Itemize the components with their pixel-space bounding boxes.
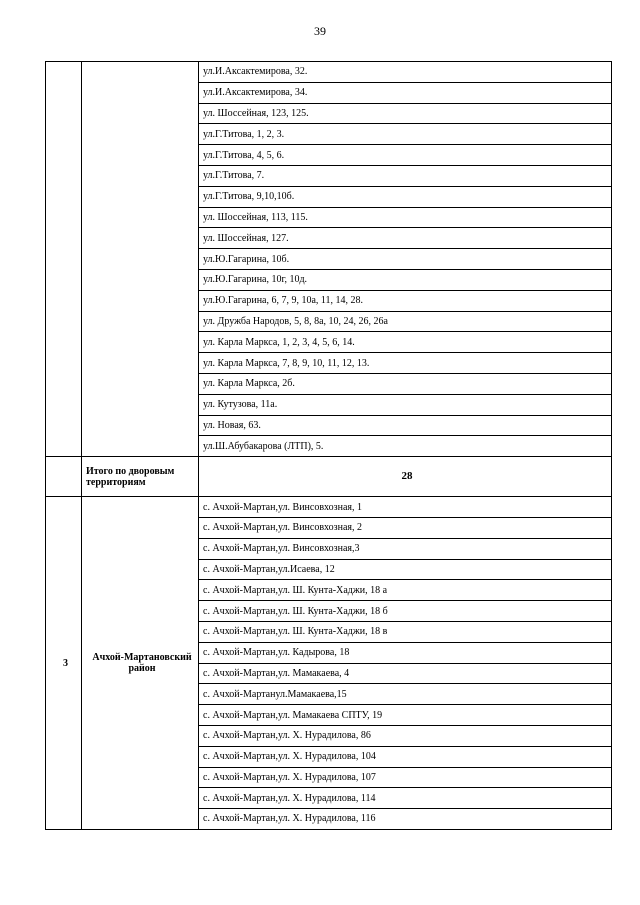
page-number: 39: [314, 24, 326, 38]
address-cell: ул. Карла Маркса, 1, 2, 3, 4, 5, 6, 14.: [199, 332, 612, 353]
district-3-rows: [46, 497, 612, 830]
total-row: [46, 457, 612, 497]
address-cell: ул.Ш.Абубакарова (ЛТП), 5.: [199, 436, 612, 457]
address-cell: с. Ачхой-Мартан,ул. Винсовхозная, 1: [199, 497, 612, 518]
address-cell: ул. Шоссейная, 123, 125.: [199, 103, 612, 124]
address-cell: ул. Шоссейная, 127.: [199, 228, 612, 249]
address-cell: ул. Кутузова, 11а.: [199, 394, 612, 415]
address-cell: с. Ачхой-Мартан,ул. Х. Нурадилова, 116: [199, 809, 612, 830]
address-cell: ул.И.Аксактемирова, 32.: [199, 62, 612, 83]
address-cell: с. Ачхой-Мартан,ул. Кадырова, 18: [199, 642, 612, 663]
address-cell: ул.Г.Титова, 4, 5, 6.: [199, 145, 612, 166]
district-number: 3: [46, 497, 82, 830]
district-name: Ачхой-Мартановский район: [82, 497, 199, 830]
address-cell: ул.Г.Титова, 7.: [199, 165, 612, 186]
address-cell: с. Ачхой-Мартан,ул. Ш. Кунта-Хаджи, 18 б: [199, 601, 612, 622]
total-number-cell: [46, 457, 82, 497]
address-cell: ул. Шоссейная, 113, 115.: [199, 207, 612, 228]
address-cell: ул. Дружба Народов, 5, 8, 8а, 10, 24, 26, 26а: [199, 311, 612, 332]
address-cell: ул.Ю.Гагарина, 6, 7, 9, 10а, 11, 14, 28.: [199, 290, 612, 311]
number-cell: [46, 62, 82, 457]
address-cell: с. Ачхой-Мартан,ул. Мамакаева, 4: [199, 663, 612, 684]
total-label: Итого по дворовым территориям: [82, 457, 199, 497]
address-cell: с. Ачхой-Мартан,ул. Х. Нурадилова, 114: [199, 788, 612, 809]
address-cell: ул.Ю.Гагарина, 10г, 10д.: [199, 269, 612, 290]
address-cell: ул. Карла Маркса, 7, 8, 9, 10, 11, 12, 13.: [199, 353, 612, 374]
addresses-table: [45, 61, 612, 830]
total-rows: [46, 457, 612, 497]
address-cell: ул.И.Аксактемирова, 34.: [199, 82, 612, 103]
table-row: [46, 62, 612, 83]
address-cell: с. Ачхой-Мартан,ул. Мамакаева СПТУ, 19: [199, 705, 612, 726]
district-cell: [82, 62, 199, 457]
address-cell: с. Ачхой-Мартан,ул. Винсовхозная, 2: [199, 517, 612, 538]
address-cell: ул.Ю.Гагарина, 10б.: [199, 249, 612, 270]
address-cell: с. Ачхой-Мартан,ул. Х. Нурадилова, 86: [199, 725, 612, 746]
address-cell: ул.Г.Титова, 9,10,10б.: [199, 186, 612, 207]
address-cell: с. Ачхой-Мартан,ул. Х. Нурадилова, 107: [199, 767, 612, 788]
address-cell: ул. Новая, 63.: [199, 415, 612, 436]
address-cell: ул. Карла Маркса, 2б.: [199, 373, 612, 394]
address-cell: ул.Г.Титова, 1, 2, 3.: [199, 124, 612, 145]
address-cell: с. Ачхой-Мартан,ул. Ш. Кунта-Хаджи, 18 в: [199, 621, 612, 642]
previous-district-rows: [46, 62, 612, 457]
address-cell: с. Ачхой-Мартанул.Мамакаева,15: [199, 684, 612, 705]
total-value: 28: [199, 457, 612, 497]
address-cell: с. Ачхой-Мартан,ул.Исаева, 12: [199, 559, 612, 580]
address-cell: с. Ачхой-Мартан,ул. Ш. Кунта-Хаджи, 18 а: [199, 580, 612, 601]
address-cell: с. Ачхой-Мартан,ул. Х. Нурадилова, 104: [199, 746, 612, 767]
table-row: [46, 497, 612, 518]
address-cell: с. Ачхой-Мартан,ул. Винсовхозная,3: [199, 538, 612, 559]
